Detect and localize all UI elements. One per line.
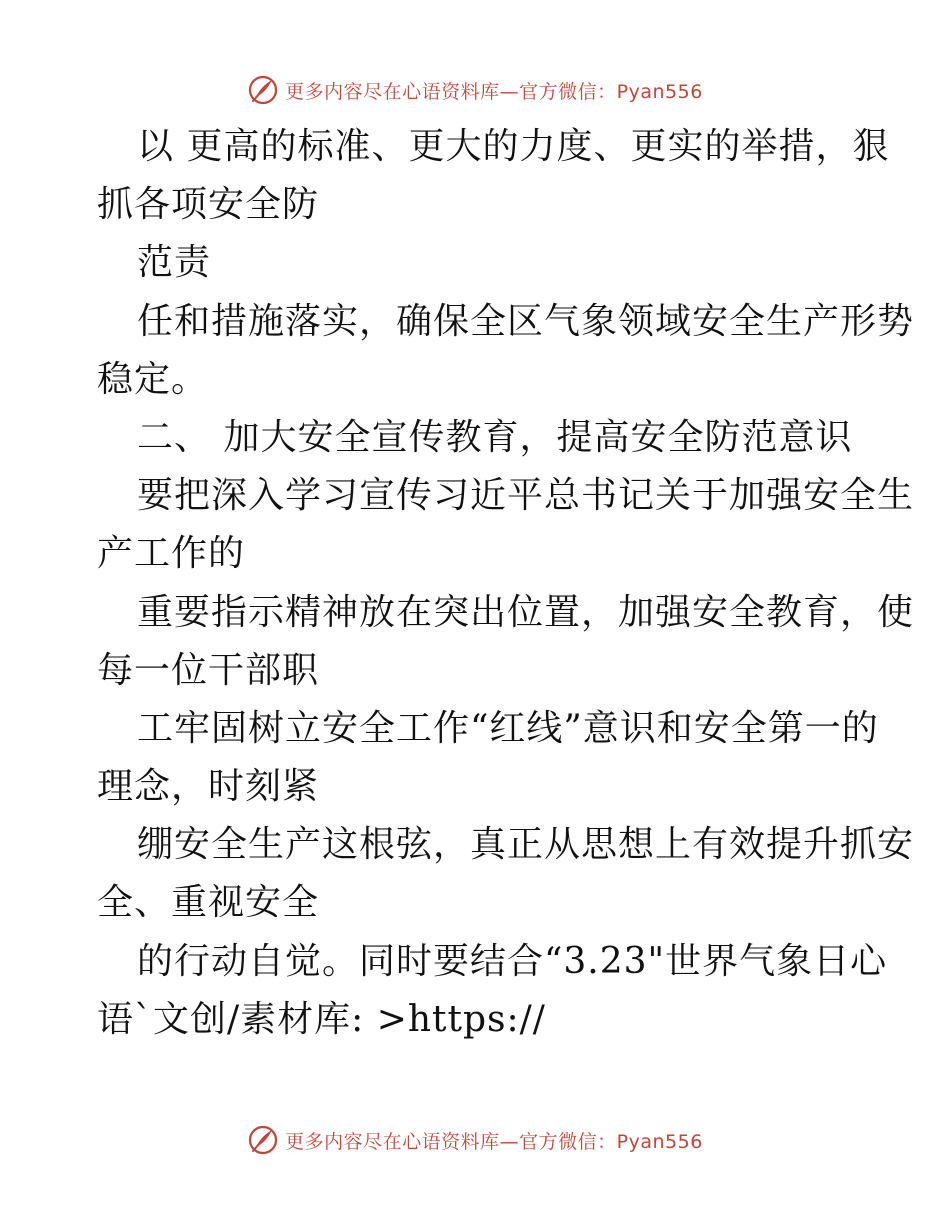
text-line: 范责 [137, 242, 212, 284]
text-line: 以 更高的标准、更大的力度、更实的举措，狠 [137, 126, 890, 167]
text-line: 二、 加大安全宣传教育，提高安全防范意识 [137, 416, 853, 458]
watermark-text: 更多内容尽在心语资料库—官方微信：Pyan556 [285, 1130, 703, 1153]
header-watermark [0, 70, 950, 110]
quill-logo-icon [247, 1124, 279, 1156]
text-line: 理念，时刻紧 [97, 766, 320, 808]
text-line: 产工作的 [97, 533, 246, 575]
document-body [97, 118, 915, 1049]
watermark-text: 更多内容尽在心语资料库—官方微信：Pyan556 [285, 80, 703, 103]
quill-logo-icon [247, 74, 279, 106]
text-line: 抓各项安全防 [97, 184, 320, 226]
text-line: 要把深入学习宣传习近平总书记关于加强安全生 [137, 475, 915, 517]
text-line: 绷安全生产这根弦，真正从思想上有效提升抓安 [137, 824, 915, 866]
text-line: 工牢固树立安全工作“红线”意识和安全第一的 [137, 707, 879, 749]
text-line: 每一位干部职 [97, 649, 320, 691]
text-line: 全、重视安全 [97, 882, 320, 924]
text-line: 任和措施落实，确保全区气象领域安全生产形势 [137, 300, 915, 342]
text-line: 重要指示精神放在突出位置，加强安全教育，使 [137, 591, 915, 633]
footer-watermark [0, 1120, 950, 1160]
text-line: 的行动自觉。同时要结合“3.23"世界气象日心 [137, 940, 888, 982]
text-line: 稳定。 [97, 358, 209, 400]
text-line: 语`文创/素材库: >https:// [97, 998, 546, 1040]
